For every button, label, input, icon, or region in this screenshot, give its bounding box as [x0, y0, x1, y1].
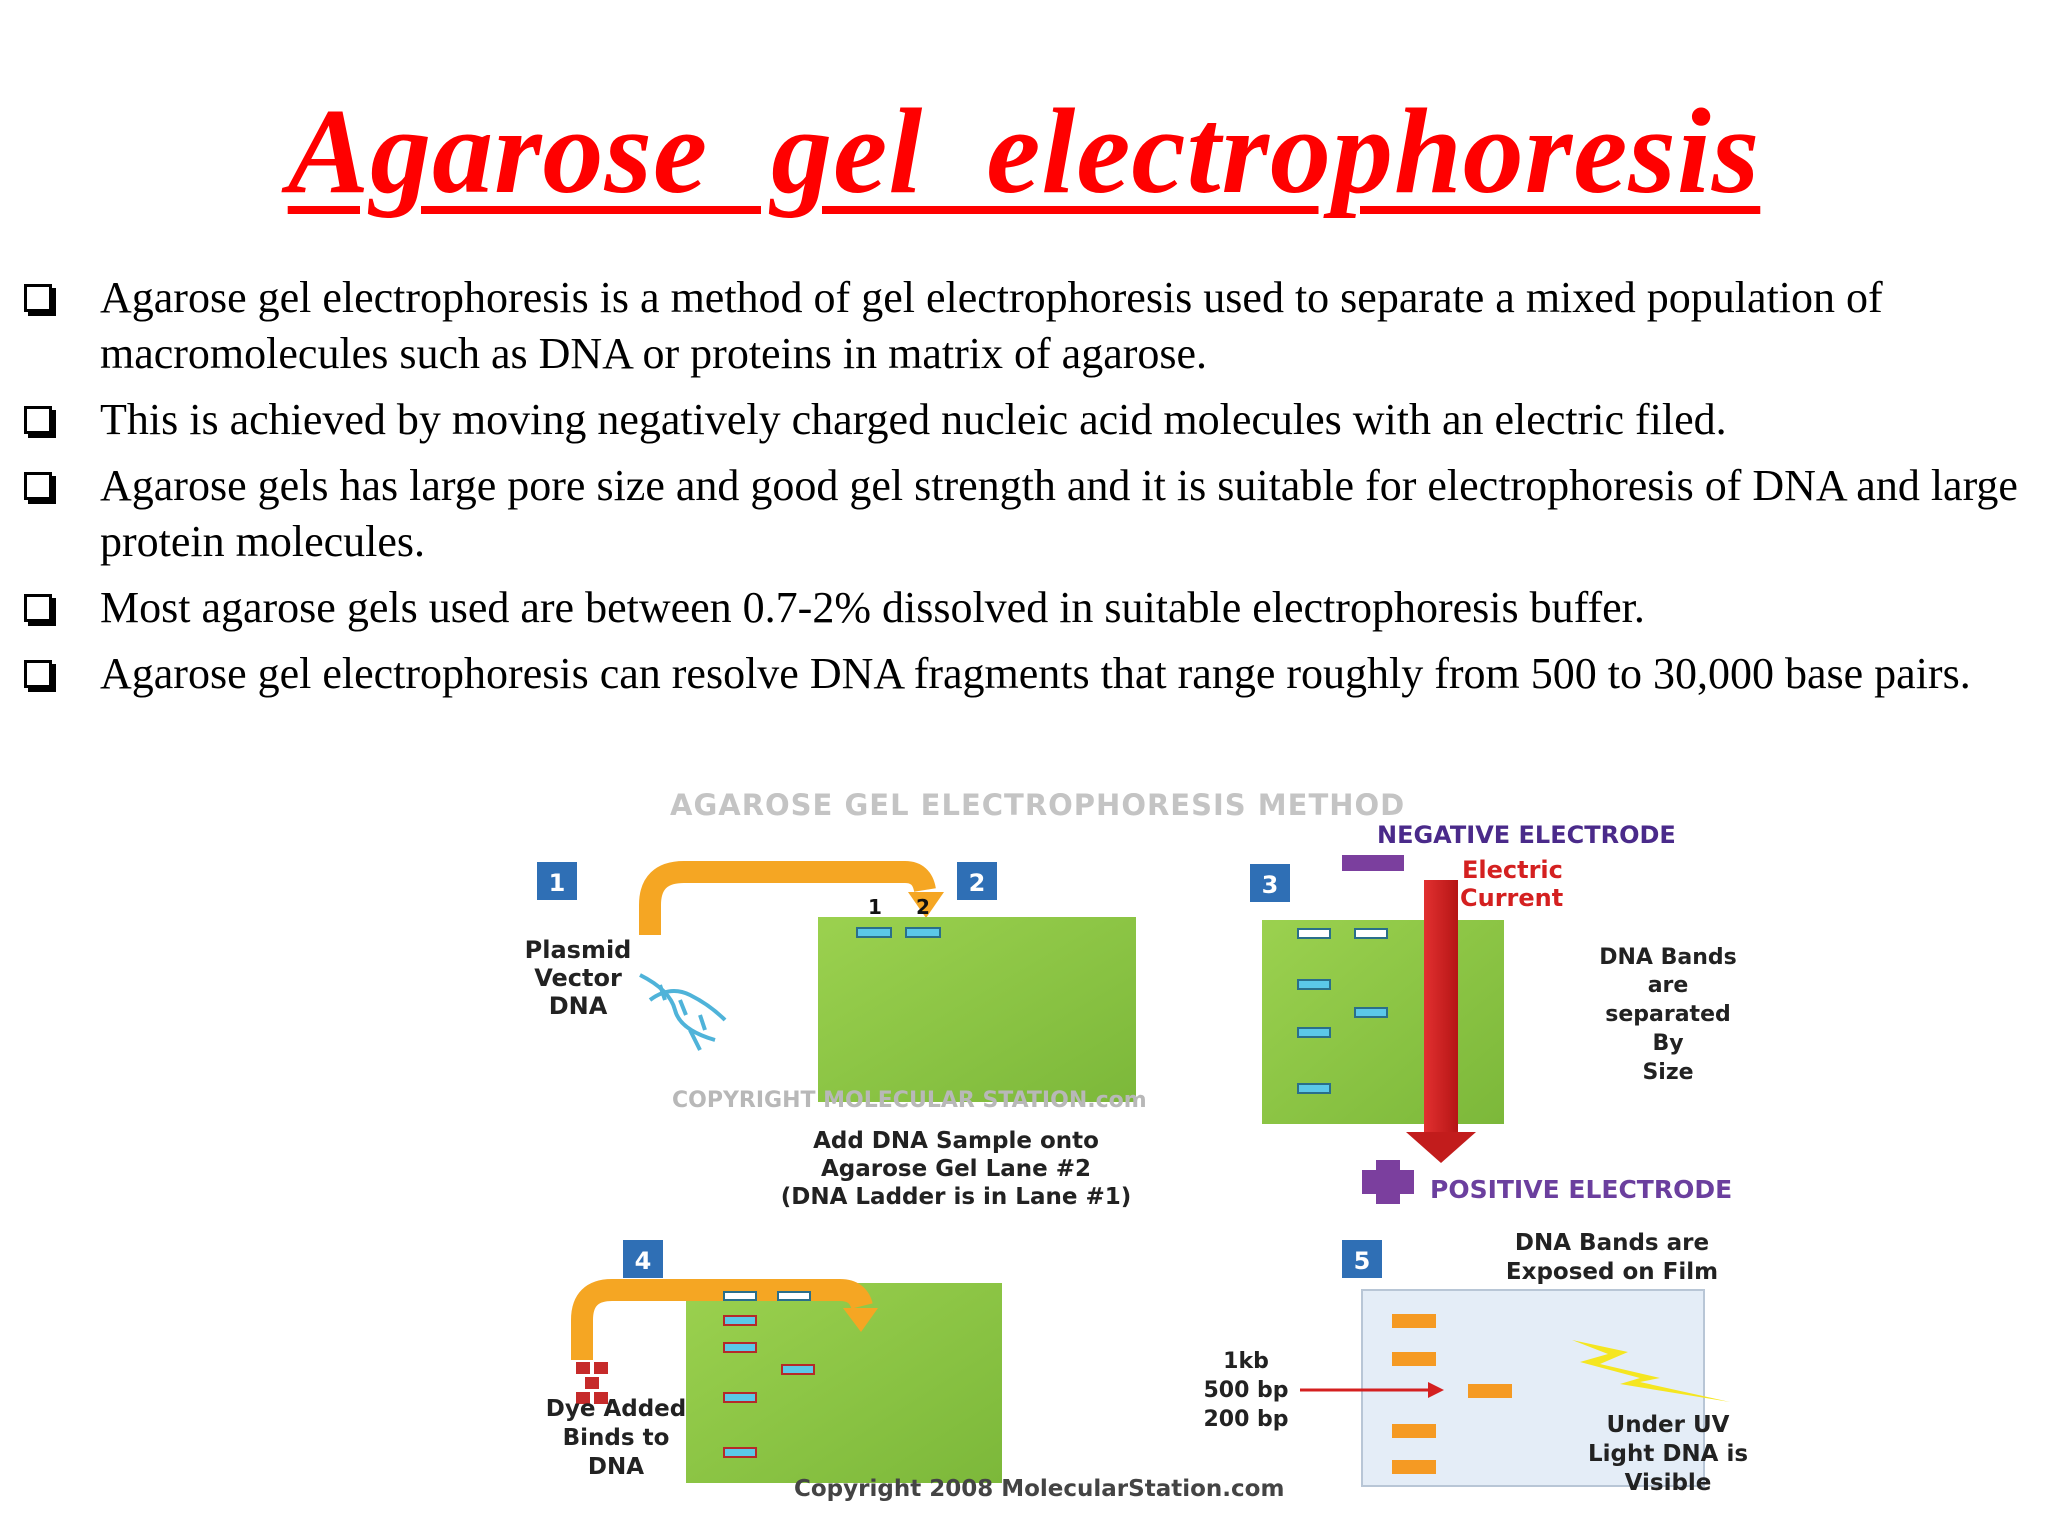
uv-label-line1: Under UV [1606, 1412, 1730, 1438]
ladder-label-1kb: 1kb [1223, 1349, 1269, 1374]
step2-caption-line1: Add DNA Sample onto [813, 1128, 1099, 1154]
lane-number-2: 2 [916, 895, 930, 919]
bands-label-line5: Size [1642, 1060, 1694, 1085]
negative-electrode-icon [1342, 855, 1404, 871]
uv-label-line2: Light DNA is [1587, 1441, 1749, 1467]
bullet-text: Agarose gels has large pore size and good gel strength and it is suitable for electrophoresis of DNA and large protein molecules. [100, 461, 2018, 566]
step-1-number: 1 [548, 869, 566, 897]
film-band [1392, 1424, 1436, 1438]
slide-title: Agarose gel electrophoresis [287, 84, 1761, 219]
current-arrow-head-icon [1406, 1132, 1476, 1163]
gel-well [778, 1292, 810, 1300]
copyright-watermark: COPYRIGHT MOLECULAR STATION.com [672, 1088, 1147, 1113]
dna-band [1298, 1084, 1330, 1093]
film-band [1392, 1314, 1436, 1328]
dna-band [1298, 980, 1330, 989]
diagram-heading: AGAROSE GEL ELECTROPHORESIS METHOD [670, 788, 1406, 822]
dna-helix-icon [640, 975, 725, 1050]
step2-caption-line3: (DNA Ladder is in Lane #1) [780, 1184, 1132, 1210]
film-label-line1: DNA Bands are [1514, 1230, 1710, 1256]
film-band [1392, 1352, 1436, 1366]
dna-band [724, 1393, 756, 1402]
bands-label-line4: By [1652, 1031, 1684, 1056]
dna-band [724, 1448, 756, 1457]
bands-label-line3: separated [1605, 1002, 1731, 1027]
bands-label-line1: DNA Bands [1599, 945, 1737, 970]
dye-label-line3: DNA [587, 1454, 645, 1480]
bullet-text: Agarose gel electrophoresis can resolve DNA fragments that range roughly from 500 to 30,000 base pairs. [100, 649, 1971, 698]
ladder-label-200bp: 200 bp [1203, 1407, 1289, 1432]
negative-electrode-label: NEGATIVE ELECTRODE [1377, 821, 1676, 849]
plasmid-label-line3: DNA [548, 992, 608, 1020]
step-3-number: 3 [1261, 871, 1279, 899]
bullet-text: This is achieved by moving negatively charged nucleic acid molecules with an electric filed. [100, 395, 1727, 444]
dye-label-line1: Dye Added [545, 1396, 687, 1422]
step-4-number: 4 [634, 1247, 652, 1275]
step2-caption-line2: Agarose Gel Lane #2 [820, 1156, 1092, 1182]
step-5-number: 5 [1353, 1247, 1371, 1275]
dna-band [724, 1343, 756, 1352]
gel-well [1355, 929, 1387, 938]
plasmid-label-line2: Vector [534, 964, 622, 992]
current-label-line1: Electric [1462, 856, 1563, 884]
gel-well [857, 928, 891, 937]
dna-band [1355, 1008, 1387, 1017]
bullet-text: Most agarose gels used are between 0.7-2% dissolved in suitable electrophoresis buffer. [100, 583, 1645, 632]
film-band [1392, 1460, 1436, 1474]
gel-well [1298, 929, 1330, 938]
dna-band [1298, 1028, 1330, 1037]
bullet-text: Agarose gel electrophoresis is a method of gel electrophoresis used to separate a mixed population of macromolecules such as DNA or proteins in matrix of agarose. [100, 273, 1883, 378]
gel-well [906, 928, 940, 937]
dye-label-line2: Binds to [562, 1425, 670, 1451]
bands-label-line2: are [1647, 973, 1689, 998]
copyright-footer: Copyright 2008 MolecularStation.com [794, 1476, 1285, 1502]
plasmid-label-line1: Plasmid [524, 936, 632, 964]
electric-current-arrow-icon [1424, 880, 1458, 1135]
gel-slab-step2 [818, 917, 1136, 1102]
uv-label-line3: Visible [1624, 1470, 1712, 1496]
current-label-line2: Current [1460, 884, 1564, 912]
ladder-label-500bp: 500 bp [1203, 1378, 1289, 1403]
positive-electrode-label: POSITIVE ELECTRODE [1430, 1175, 1733, 1204]
dna-band [782, 1365, 814, 1374]
dna-band [724, 1316, 756, 1325]
step-2-number: 2 [968, 869, 986, 897]
gel-well [724, 1292, 756, 1300]
film-label-line2: Exposed on Film [1505, 1259, 1719, 1285]
lane-number-1: 1 [868, 895, 882, 919]
positive-electrode-icon [1362, 1160, 1414, 1204]
film-band [1468, 1384, 1512, 1398]
